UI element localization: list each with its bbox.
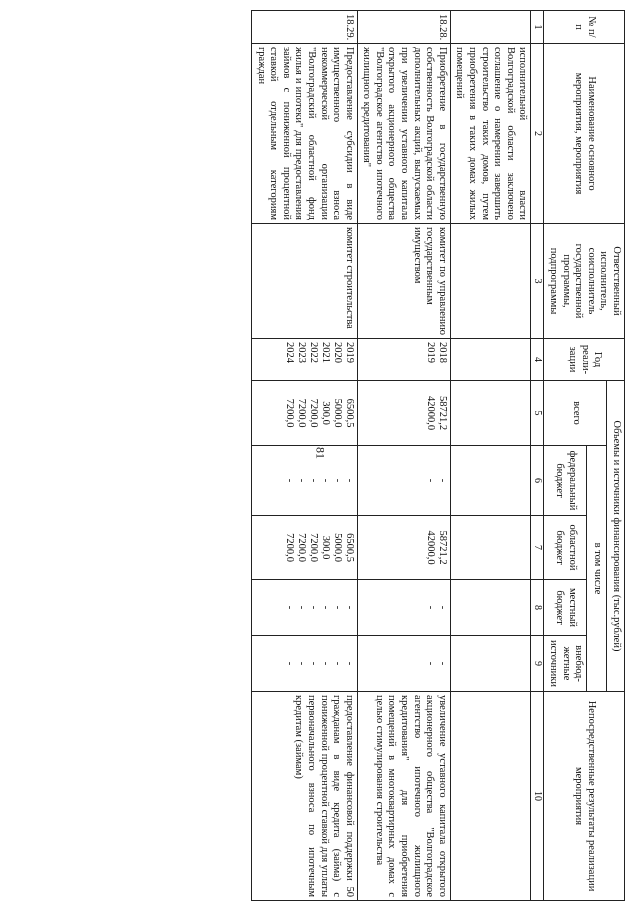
regional-list (251, 516, 357, 580)
total-list (357, 381, 450, 446)
local-list (357, 580, 450, 636)
value-cell: - (343, 661, 355, 666)
value-cell: - (343, 605, 355, 610)
value-cell: - (436, 478, 448, 483)
value-cell: 2023 (295, 342, 307, 363)
value-cell: - (295, 478, 307, 483)
value-cell: 7200,0 (283, 533, 295, 562)
column-number-row (531, 11, 544, 901)
column-number: 10 (531, 692, 544, 901)
measure-name: Предоставление субсидии в виде имущественного взноса некоммерческой организации "Волгоградский областной фонд жилья и ипотеки" для предоставления займов с пониженной процентной ставкой отдельным категориям граждан (251, 44, 357, 224)
row-number (450, 11, 531, 44)
measure-name: исполнительной власти Волгоградской области заключено соглашение о намерении завершить строительство таких домов, путем приобретения в таких домах жилых помещений (450, 44, 531, 224)
header-name: Наименование основного мероприятия, мероприятия (544, 44, 625, 224)
column-number: 5 (531, 381, 544, 446)
result-text: предоставление финансовой поддержки 50 гражданам в виде кредита (займа) с пониженной процентной ставкой для уплаты первоначального взноса по ипотечным кредитам (займам) (251, 692, 357, 901)
year-list (450, 339, 531, 381)
row-number: 18.29. (251, 11, 357, 44)
federal-list (357, 446, 450, 516)
header-federal: федеральный бюджет (544, 446, 587, 516)
value-cell: 7200,0 (307, 398, 319, 428)
header-extrabudget: внебюд-жетные источники (544, 636, 587, 692)
header-financing: Объемы и источники финансирования (тыс.рублей) (607, 381, 625, 692)
value-cell: - (319, 605, 331, 610)
header-including: в том числе (587, 446, 607, 692)
executor (450, 224, 531, 339)
executor: комитет строительства (251, 224, 357, 339)
extrabudget-list (251, 636, 357, 692)
value-cell: - (319, 478, 331, 483)
value-cell: - (343, 478, 355, 483)
year-list (251, 339, 357, 381)
value-cell: - (331, 605, 343, 610)
table-row (357, 11, 450, 901)
row-number: 18.28. (357, 11, 450, 44)
header-year: Год реали-зации (544, 339, 625, 381)
value-cell: 7200,0 (307, 533, 319, 562)
value-cell: - (295, 661, 307, 666)
value-cell: 6500,5 (343, 533, 355, 562)
total-list (251, 381, 357, 446)
header-local: местный бюджет (544, 580, 587, 636)
value-cell: 6500,5 (343, 398, 355, 428)
value-cell: - (283, 478, 295, 483)
header-total: всего (544, 381, 607, 446)
column-number: 1 (531, 11, 544, 44)
result-text (450, 692, 531, 901)
value-cell: - (319, 661, 331, 666)
total-list (450, 381, 531, 446)
extrabudget-list (450, 636, 531, 692)
value-cell: - (307, 661, 319, 666)
local-list (251, 580, 357, 636)
column-number: 3 (531, 224, 544, 339)
value-cell: 300,0 (319, 401, 331, 425)
financing-table (251, 10, 625, 901)
local-list (450, 580, 531, 636)
value-cell: 5000,0 (331, 533, 343, 562)
header-regional: областной бюджет (544, 516, 587, 580)
value-cell: - (436, 661, 448, 666)
column-number: 2 (531, 44, 544, 224)
value-cell: 7200,0 (295, 533, 307, 562)
federal-list (450, 446, 531, 516)
column-number: 4 (531, 339, 544, 381)
value-cell: - (307, 605, 319, 610)
result-text: увеличение уставного капитала открытого акционерного общества "Волгоградское агентство ипотечного жилищного кредитования" для приобретения помещений в многоквартирных домах с целью стимулирования строительства (357, 692, 450, 901)
extrabudget-list (357, 636, 450, 692)
value-cell: 2019 (424, 342, 436, 363)
regional-list (357, 516, 450, 580)
value-cell: - (307, 478, 319, 483)
value-cell: 5000,0 (331, 398, 343, 428)
value-cell: - (331, 661, 343, 666)
value-cell: 58721,2 (436, 530, 448, 565)
page-number: 81 (313, 447, 328, 459)
value-cell: 2021 (319, 342, 331, 363)
value-cell: - (283, 605, 295, 610)
value-cell: 42000,0 (424, 395, 436, 431)
value-cell: 2018 (436, 342, 448, 363)
value-cell: - (424, 478, 436, 483)
value-cell: 7200,0 (283, 398, 295, 428)
column-number: 8 (531, 580, 544, 636)
header-result: Непосредственные результаты реализации мероприятия (544, 692, 625, 901)
value-cell: 2022 (307, 342, 319, 363)
value-cell: - (283, 661, 295, 666)
table-row (450, 11, 531, 901)
value-cell: 2020 (331, 342, 343, 363)
year-list (357, 339, 450, 381)
value-cell: 58721,2 (436, 395, 448, 431)
column-number: 6 (531, 446, 544, 516)
executor: комитет по управлению государственным имуществом (357, 224, 450, 339)
value-cell: - (295, 605, 307, 610)
header-executor: Ответственный исполнитель, соисполнитель государственной программы, подпрограммы (544, 224, 625, 339)
column-number: 9 (531, 636, 544, 692)
table-row (251, 11, 357, 901)
header-num: № п/п (544, 11, 625, 44)
value-cell: - (424, 661, 436, 666)
value-cell: 7200,0 (295, 398, 307, 428)
value-cell: - (436, 605, 448, 610)
regional-list (450, 516, 531, 580)
value-cell: 2019 (343, 342, 355, 363)
measure-name: Приобретение в государственную собственность Волгоградской области дополнительных акций, выпускаемых при увеличении уставного капитала открытого акционерного общества "Волгоградское агентство ипотечного жилищного кредитования" (357, 44, 450, 224)
value-cell: - (331, 478, 343, 483)
value-cell: 42000,0 (424, 530, 436, 565)
value-cell: 300,0 (319, 535, 331, 560)
value-cell: - (424, 605, 436, 610)
federal-list (251, 446, 357, 516)
value-cell: 2024 (283, 342, 295, 363)
column-number: 7 (531, 516, 544, 580)
